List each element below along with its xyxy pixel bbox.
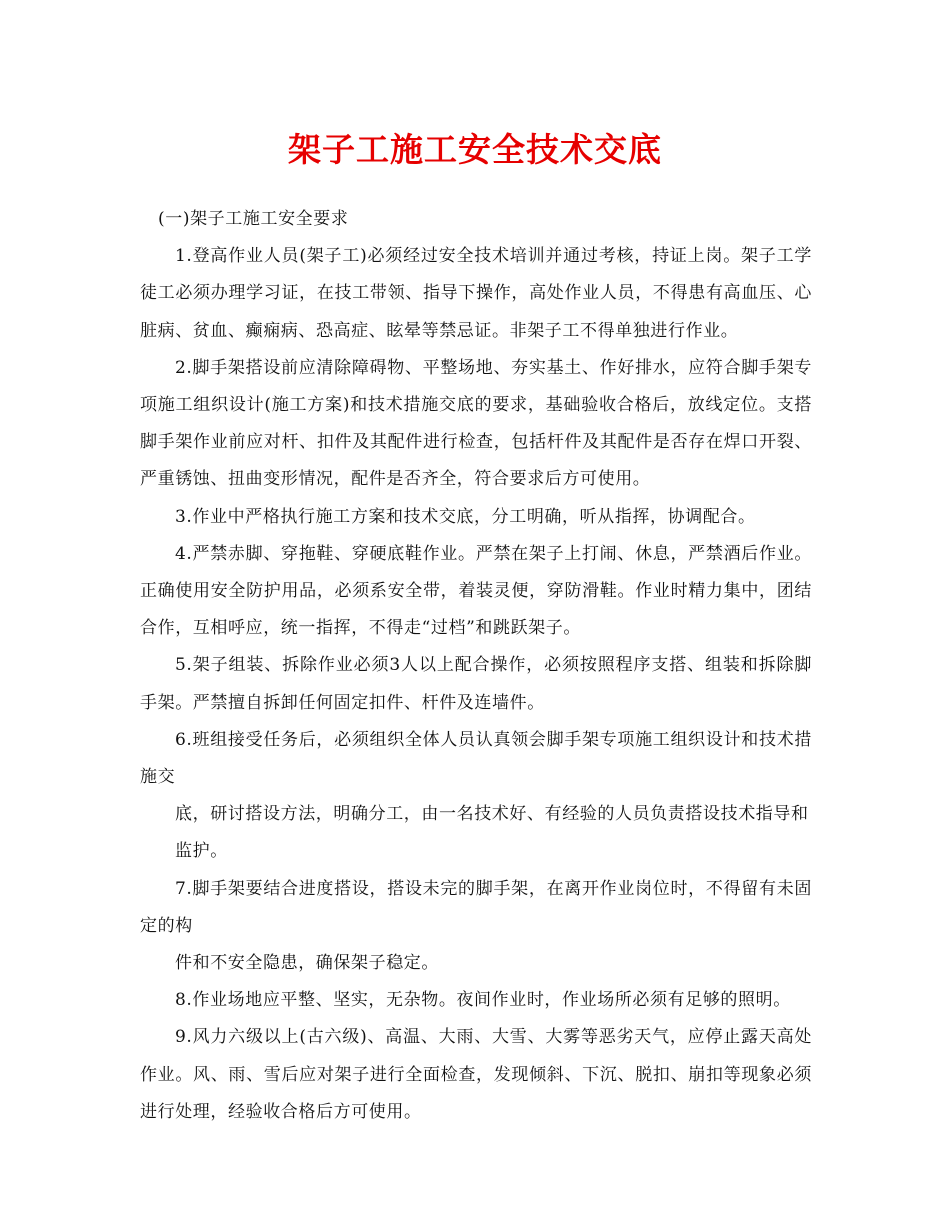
document-body [140,201,812,1131]
paragraph-8: 8.作业场地应平整、坚实，无杂物。夜间作业时，作业场所必须有足够的照明。 [175,990,791,1011]
paragraph-2: 2.脚手架搭设前应清除障碍物、平整场地、夯实基土、作好排水，应符合脚手架专项施工组织设计(施工方案)和技术措施交底的要求，基础验收合格后，放线定位。支搭脚手架作业前应对杆、扣件及其配件进行检查，包括杆件及其配件是否存在焊口开裂、严重锈蚀、扭曲变形情况，配件是否齐全，符合要求后方可使用。 [140,357,812,490]
document-title: 架子工施工安全技术交底 [288,130,662,169]
paragraph-5: 5.架子组装、拆除作业必须3人以上配合操作，必须按照程序支搭、组装和拆除脚手架。严禁擅自拆卸任何固定扣件、杆件及连墙件。 [140,655,812,713]
paragraph-7-continuation: 件和不安全隐患，确保架子稳定。 [175,953,439,974]
paragraph-7: 7.脚手架要结合进度搭设，搭设未完的脚手架，在离开作业岗位时，不得留有未固定的构 [140,878,812,936]
paragraph-6-continuation: 底，研讨搭设方法，明确分工，由一名技术好、有经验的人员负责搭设技术指导和监护。 [175,804,809,862]
section-heading: (一)架子工施工安全要求 [158,209,349,229]
paragraph-3: 3.作业中严格执行施工方案和技术交底，分工明确，听从指挥，协调配合。 [175,506,756,527]
paragraph-6: 6.班组接受任务后，必须组织全体人员认真领会脚手架专项施工组织设计和技术措施交 [140,729,812,788]
paragraph-4: 4.严禁赤脚、穿拖鞋、穿硬底鞋作业。严禁在架子上打闹、休息，严禁酒后作业。正确使用安全防护用品，必须系安全带，着装灵便，穿防滑鞋。作业时精力集中，团结合作，互相呼应，统一指挥，不得走“过档”和跳跃架子。 [140,543,812,639]
paragraph-1: 1.登高作业人员(架子工)必须经过安全技术培训并通过考核，持证上岗。架子工学徒工必须办理学习证，在技工带领、指导下操作，高处作业人员，不得患有高血压、心脏病、贫血、癫痫病、恐高症、眩晕等禁忌证。非架子工不得单独进行作业。 [140,246,812,341]
paragraph-9: 9.风力六级以上(古六级)、高温、大雨、大雪、大雾等恶劣天气，应停止露天高处作业。风、雨、雪后应对架子进行全面检查，发现倾斜、下沉、脱扣、崩扣等现象必须进行处理，经验收合格后方可使用。 [140,1027,812,1122]
